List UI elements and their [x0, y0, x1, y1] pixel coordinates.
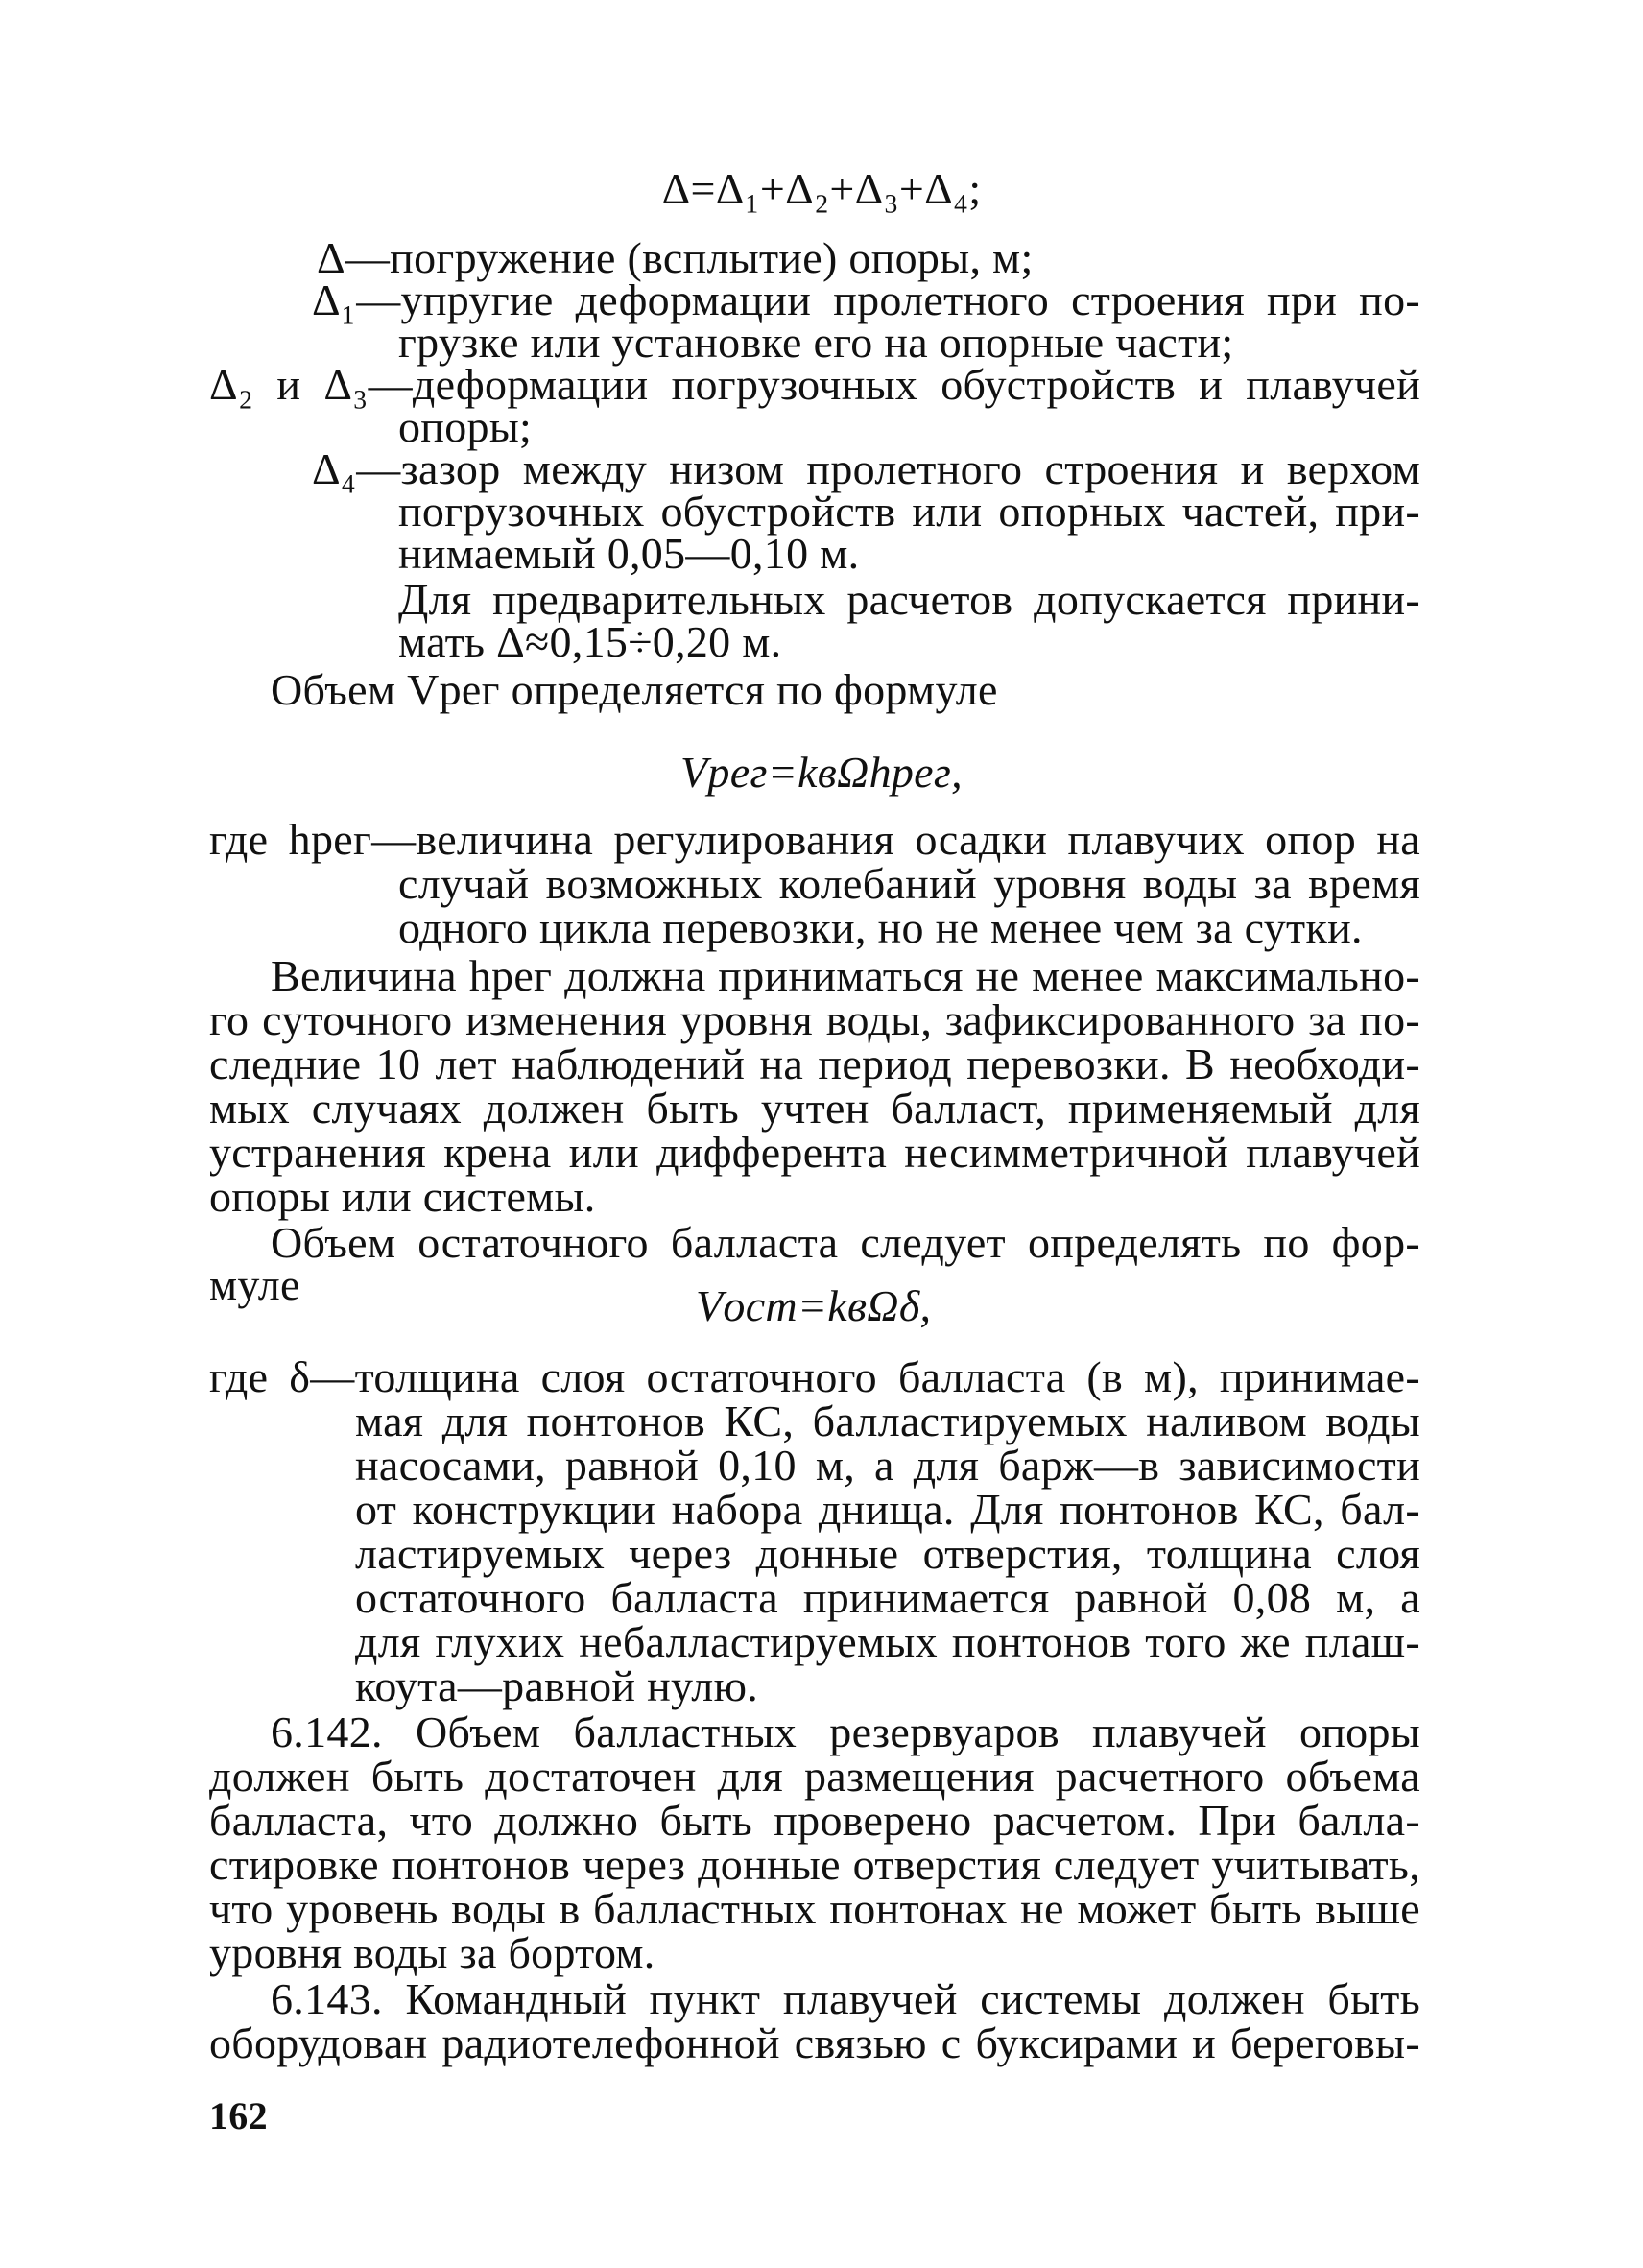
paragraph-h-reg-line1: Величина hрег должна приниматься не менее максимально-: [271, 951, 1420, 1000]
section-6-142-line2: должен быть достаточен для размещения расчетного объема: [209, 1752, 1420, 1801]
where-h-reg-line2: случай возможных колебаний уровня воды за время: [398, 859, 1420, 908]
where-h-reg-line3: одного цикла перевозки, но не менее чем за сутки.: [398, 903, 1363, 952]
where-delta-line8: коута—равной нулю.: [355, 1661, 759, 1710]
paragraph-residual-ballast-line2: муле: [209, 1260, 300, 1309]
where-delta-line5: ластируемых через донные отверстия, толщина слоя: [355, 1529, 1420, 1578]
where-delta-line3: насосами, равной 0,10 м, а для барж—в зависимости: [355, 1441, 1420, 1490]
section-6-142-line5: что уровень воды в балластных понтонах не может быть выше: [209, 1884, 1420, 1933]
volume-reg-intro: Объем Vрег определяется по формуле: [271, 665, 998, 714]
section-6-142-line6: уровня воды за бортом.: [209, 1928, 655, 1977]
preliminary-note-line2: мать Δ≈0,15÷0,20 м.: [398, 617, 782, 666]
preliminary-note-line1: Для предварительных расчетов допускается прини-: [398, 575, 1420, 624]
where-delta-line4: от конструкции набора днища. Для понтонов КС, бал-: [355, 1485, 1420, 1534]
where-delta-line2: мая для понтонов КС, балластируемых наливом воды: [355, 1397, 1420, 1445]
paragraph-h-reg-line6: опоры или системы.: [209, 1172, 596, 1221]
where-h-reg-line1: где hрег—величина регулирования осадки плавучих опор на: [209, 815, 1420, 864]
formula-volume-residual: Vост=kвΩδ,: [696, 1281, 932, 1330]
paragraph-residual-ballast-line1: Объем остаточного балласта следует определять по фор-: [271, 1218, 1420, 1267]
where-delta-line1: где δ—толщина слоя остаточного балласта (в м), принимае-: [209, 1352, 1420, 1401]
formula-delta-sum: Δ=Δ₁+Δ₂+Δ₃+Δ₄;: [661, 164, 982, 213]
paragraph-h-reg-line4: мых случаях должен быть учтен балласт, применяемый для: [209, 1084, 1420, 1133]
paragraph-h-reg-line3: следние 10 лет наблюдений на период перевозки. В необходи-: [209, 1039, 1420, 1088]
section-6-142-line4: стировке понтонов через донные отверстия следует учитывать,: [209, 1840, 1420, 1889]
definition-delta4-line2: погрузочных обустройств или опорных частей, при-: [398, 487, 1420, 536]
section-6-143-line1: 6.143. Командный пункт плавучей системы должен быть: [271, 1974, 1420, 2023]
section-6-142-line3: балласта, что должно быть проверено расчетом. При балла-: [209, 1796, 1420, 1845]
page-number: 162: [209, 2094, 268, 2137]
paragraph-h-reg-line5: устранения крена или дифферента несимметричной плавучей: [209, 1128, 1420, 1177]
definition-delta23-line2: опоры;: [398, 402, 533, 451]
formula-volume-reg: Vрег=kвΩhрег,: [680, 748, 963, 797]
where-delta-line6: остаточного балласта принимается равной 0,08 м, а: [355, 1573, 1420, 1622]
definition-delta4-line1: Δ₄—зазор между низом пролетного строения и верхом: [312, 444, 1420, 493]
paragraph-h-reg-line2: го суточного изменения уровня воды, зафиксированного за по-: [209, 995, 1420, 1044]
definition-delta: Δ—погружение (всплытие) опоры, м;: [317, 233, 1034, 282]
section-6-143-line2: оборудован радиотелефонной связью с буксирами и береговы-: [209, 2018, 1420, 2067]
definition-delta1-line1: Δ₁—упругие деформации пролетного строения при по-: [312, 275, 1420, 324]
section-6-142-line1: 6.142. Объем балластных резервуаров плавучей опоры: [271, 1707, 1420, 1756]
definition-delta4-line3: нимаемый 0,05—0,10 м.: [398, 529, 860, 578]
definition-delta23-line1: Δ₂ и Δ₃—деформации погрузочных обустройств и плавучей: [209, 360, 1420, 409]
definition-delta1-line2: грузке или установке его на опорные части;: [398, 318, 1234, 367]
where-delta-line7: для глухих небалластируемых понтонов того же плаш-: [355, 1617, 1420, 1666]
